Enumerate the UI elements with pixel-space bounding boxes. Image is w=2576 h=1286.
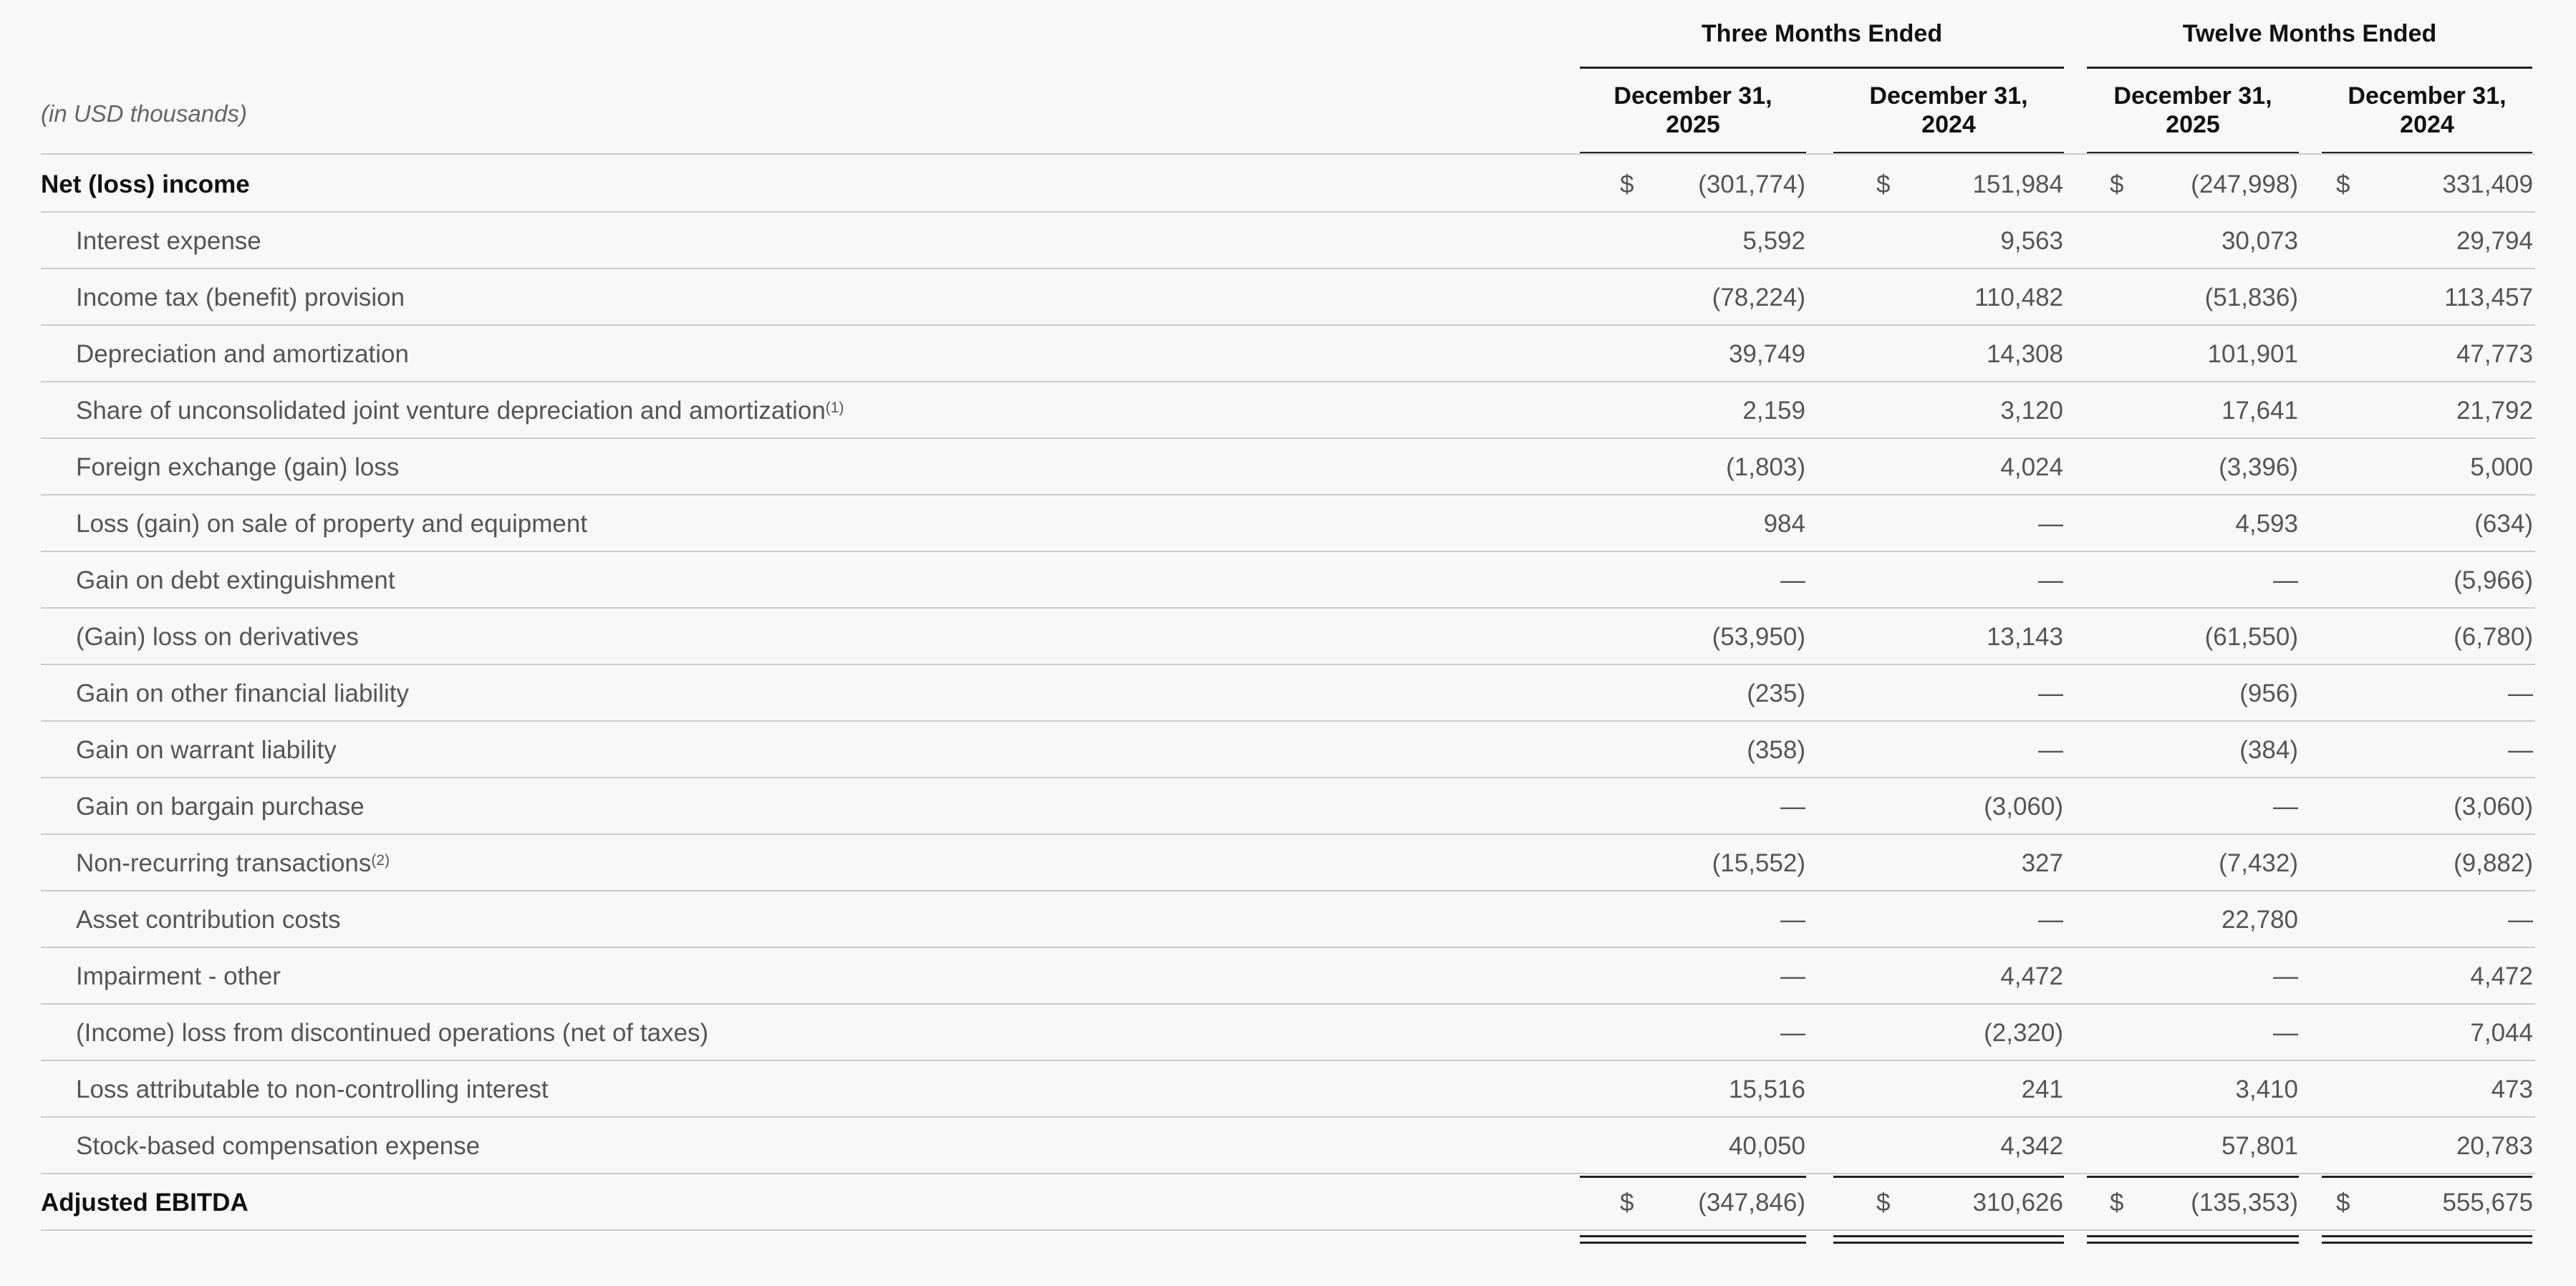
row-label: Share of unconsolidated joint venture depreciation and amortization $^{(1)}$	[76, 396, 844, 425]
currency-symbol: $	[1620, 170, 1634, 198]
row-label: Non-recurring transactions $^{(2)}$	[76, 849, 390, 877]
row-label	[41, 1174, 249, 1231]
column-header-q4-2025	[1580, 77, 1806, 143]
cell-value: 4,472	[2000, 962, 2063, 990]
row-label-text: Depreciation and amortization	[76, 339, 409, 368]
row-label	[76, 439, 399, 495]
row-label-text: Stock-based compensation expense	[76, 1131, 481, 1160]
cell-value: (247,998)	[2191, 170, 2298, 198]
cell-value: —	[2273, 792, 2298, 821]
cell-value: 47,773	[2456, 339, 2533, 368]
row-label-text: Income tax (benefit) provision	[76, 283, 405, 311]
table-row	[0, 1061, 2576, 1118]
row-label-text: Loss (gain) on sale of property and equipment	[76, 509, 588, 538]
cell-value: (61,550)	[2204, 622, 2298, 651]
cell-value: 17,641	[2221, 396, 2298, 425]
cell-value: (51,836)	[2204, 283, 2298, 311]
cell-value: —	[2038, 735, 2063, 764]
currency-symbol: $	[2336, 1188, 2350, 1217]
cell-value: 310,626	[1972, 1188, 2063, 1217]
cell-value: —	[2508, 679, 2533, 707]
cell-value: (3,396)	[2219, 453, 2298, 481]
row-divider	[41, 1229, 2535, 1231]
cell-value: (7,432)	[2219, 849, 2298, 877]
table-row	[0, 269, 2576, 326]
cell-value: —	[2273, 962, 2298, 990]
cell-value: —	[1780, 905, 1805, 934]
total-top-rule	[1833, 1176, 2064, 1178]
row-label	[76, 891, 341, 948]
cell-value: 4,342	[2000, 1131, 2063, 1160]
cell-value: 30,073	[2221, 226, 2298, 255]
table-row	[0, 778, 2576, 835]
cell-value: (1,803)	[1726, 453, 1805, 481]
cell-value: 20,783	[2456, 1131, 2533, 1160]
row-label-text: Gain on other financial liability	[76, 679, 409, 707]
cell-value: (6,780)	[2454, 622, 2533, 651]
cell-value: (301,774)	[1698, 170, 1805, 198]
cell-value: 3,410	[2235, 1075, 2298, 1103]
cell-value: 7,044	[2470, 1018, 2533, 1047]
cell-value: 2,159	[1742, 396, 1805, 425]
cell-value: (53,950)	[1712, 622, 1805, 651]
currency-symbol: $	[1620, 1188, 1634, 1217]
cell-value: 29,794	[2456, 226, 2533, 255]
table-row	[0, 213, 2576, 269]
total-double-rule	[2087, 1235, 2299, 1244]
row-label-text: Foreign exchange (gain) loss	[76, 453, 400, 481]
table-row	[0, 948, 2576, 1005]
table-row	[0, 665, 2576, 722]
row-label-text: Gain on bargain purchase	[76, 792, 365, 821]
row-label	[76, 326, 409, 382]
cell-value: 3,120	[2000, 396, 2063, 425]
row-label-text: (Gain) loss on derivatives	[76, 622, 359, 651]
cell-value: 241	[2021, 1075, 2063, 1103]
cell-value: (956)	[2239, 679, 2298, 707]
currency-symbol: $	[1876, 1188, 1891, 1217]
table-row	[0, 156, 2576, 213]
cell-value: (358)	[1747, 735, 1805, 764]
row-label	[76, 552, 395, 609]
cell-value: (2,320)	[1984, 1018, 2063, 1047]
column-header-fy-2025	[2087, 77, 2299, 143]
row-label	[76, 269, 405, 326]
row-label	[76, 609, 359, 665]
group-underline	[2087, 67, 2532, 69]
table-row	[0, 326, 2576, 382]
table-row	[0, 609, 2576, 665]
column-header-line2: 2024	[2400, 111, 2454, 138]
cell-value: 4,472	[2470, 962, 2533, 990]
row-label	[76, 948, 281, 1005]
cell-value: —	[2273, 1018, 2298, 1047]
cell-value: 13,143	[1986, 622, 2063, 651]
column-header-line2: 2025	[1666, 111, 1720, 138]
total-double-rule	[1833, 1235, 2064, 1244]
column-header-line2: 2025	[2166, 111, 2220, 138]
row-label	[76, 778, 365, 835]
cell-value: 4,593	[2235, 509, 2298, 538]
row-label-text: Gain on debt extinguishment	[76, 566, 395, 594]
cell-value: —	[2508, 905, 2533, 934]
cell-value: 555,675	[2442, 1188, 2533, 1217]
cell-value: (78,224)	[1712, 283, 1805, 311]
cell-value: (3,060)	[1984, 792, 2063, 821]
column-header-line1: December 31,	[1613, 82, 1772, 110]
currency-symbol: $	[2110, 1188, 2124, 1217]
cell-value: 4,024	[2000, 453, 2063, 481]
cell-value: (135,353)	[2191, 1188, 2298, 1217]
cell-value: (5,966)	[2454, 566, 2533, 594]
table-row	[0, 495, 2576, 552]
table-row	[0, 552, 2576, 609]
cell-value: 984	[1763, 509, 1805, 538]
row-label-text: Non-recurring transactions	[76, 849, 372, 877]
row-label-text: Adjusted EBITDA	[41, 1188, 249, 1217]
cell-value: —	[1780, 566, 1805, 594]
table-row	[0, 1118, 2576, 1174]
row-label-text: Asset contribution costs	[76, 905, 341, 934]
cell-value: (634)	[2474, 509, 2533, 538]
cell-value: —	[2508, 735, 2533, 764]
group-header-twelve-months: Twelve Months Ended	[2182, 20, 2437, 47]
table-row	[0, 1005, 2576, 1061]
row-label	[76, 213, 261, 269]
row-label	[76, 1005, 708, 1061]
group-header-three-months: Three Months Ended	[1701, 20, 1943, 47]
table-row	[0, 1174, 2576, 1231]
cell-value: —	[1780, 792, 1805, 821]
cell-value: (235)	[1747, 679, 1805, 707]
cell-value: 5,000	[2470, 453, 2533, 481]
cell-value: 331,409	[2442, 170, 2533, 198]
row-label	[76, 1118, 480, 1174]
column-header-line1: December 31,	[2113, 82, 2272, 110]
row-label-text: Loss attributable to non-controlling interest	[76, 1075, 549, 1103]
cell-value: 22,780	[2221, 905, 2298, 934]
cell-value: (15,552)	[1712, 849, 1805, 877]
currency-symbol: $	[2110, 170, 2124, 198]
cell-value: (9,882)	[2454, 849, 2533, 877]
total-double-rule	[1580, 1235, 1806, 1244]
cell-value: 151,984	[1972, 170, 2063, 198]
total-top-rule	[2322, 1176, 2532, 1178]
currency-symbol: $	[2336, 170, 2350, 198]
column-header-fy-2024	[2322, 77, 2532, 143]
column-header-line1: December 31,	[1869, 82, 2028, 110]
row-label-text: Net (loss) income	[41, 170, 250, 198]
table-row	[0, 835, 2576, 891]
table-row	[0, 439, 2576, 495]
row-label	[76, 665, 409, 722]
cell-value: —	[2273, 566, 2298, 594]
cell-value: —	[2038, 905, 2063, 934]
table-row	[0, 722, 2576, 778]
units-label: (in USD thousands)	[41, 100, 247, 127]
cell-value: 57,801	[2221, 1131, 2298, 1160]
row-label-text: (Income) loss from discontinued operations (net of taxes)	[76, 1018, 709, 1047]
header-divider	[41, 153, 2535, 155]
cell-value: 110,482	[1974, 283, 2063, 311]
cell-value: 21,792	[2456, 396, 2533, 425]
cell-value: 113,457	[2444, 283, 2533, 311]
row-label-text: Interest expense	[76, 226, 261, 255]
cell-value: 101,901	[2207, 339, 2298, 368]
row-label	[76, 1061, 549, 1118]
group-underline	[1580, 67, 2064, 69]
cell-value: (347,846)	[1698, 1188, 1805, 1217]
total-double-rule	[2322, 1235, 2532, 1244]
total-top-rule	[2087, 1176, 2299, 1178]
row-label	[41, 156, 250, 213]
cell-value: 9,563	[2000, 226, 2063, 255]
cell-value: (3,060)	[2454, 792, 2533, 821]
cell-value: —	[2038, 679, 2063, 707]
total-top-rule	[1580, 1176, 1806, 1178]
row-label-text: Share of unconsolidated joint venture depreciation and amortization	[76, 396, 826, 425]
cell-value: —	[1780, 1018, 1805, 1047]
row-label-text: Gain on warrant liability	[76, 735, 337, 764]
table-row	[0, 891, 2576, 948]
cell-value: (384)	[2239, 735, 2298, 764]
currency-symbol: $	[1876, 170, 1891, 198]
row-label-text: Impairment - other	[76, 962, 281, 990]
cell-value: 14,308	[1986, 339, 2063, 368]
column-header-q4-2024	[1833, 77, 2064, 143]
cell-value: 327	[2021, 849, 2063, 877]
cell-value: 473	[2491, 1075, 2533, 1103]
cell-value: 5,592	[1742, 226, 1805, 255]
cell-value: —	[1780, 962, 1805, 990]
column-header-line2: 2024	[1921, 111, 1976, 138]
cell-value: —	[2038, 509, 2063, 538]
cell-value: 39,749	[1728, 339, 1805, 368]
row-label	[76, 495, 587, 552]
cell-value: 40,050	[1728, 1131, 1805, 1160]
column-header-line1: December 31,	[2348, 82, 2507, 110]
row-label	[76, 722, 337, 778]
cell-value: 15,516	[1728, 1075, 1805, 1103]
table-row	[0, 382, 2576, 439]
cell-value: —	[2038, 566, 2063, 594]
